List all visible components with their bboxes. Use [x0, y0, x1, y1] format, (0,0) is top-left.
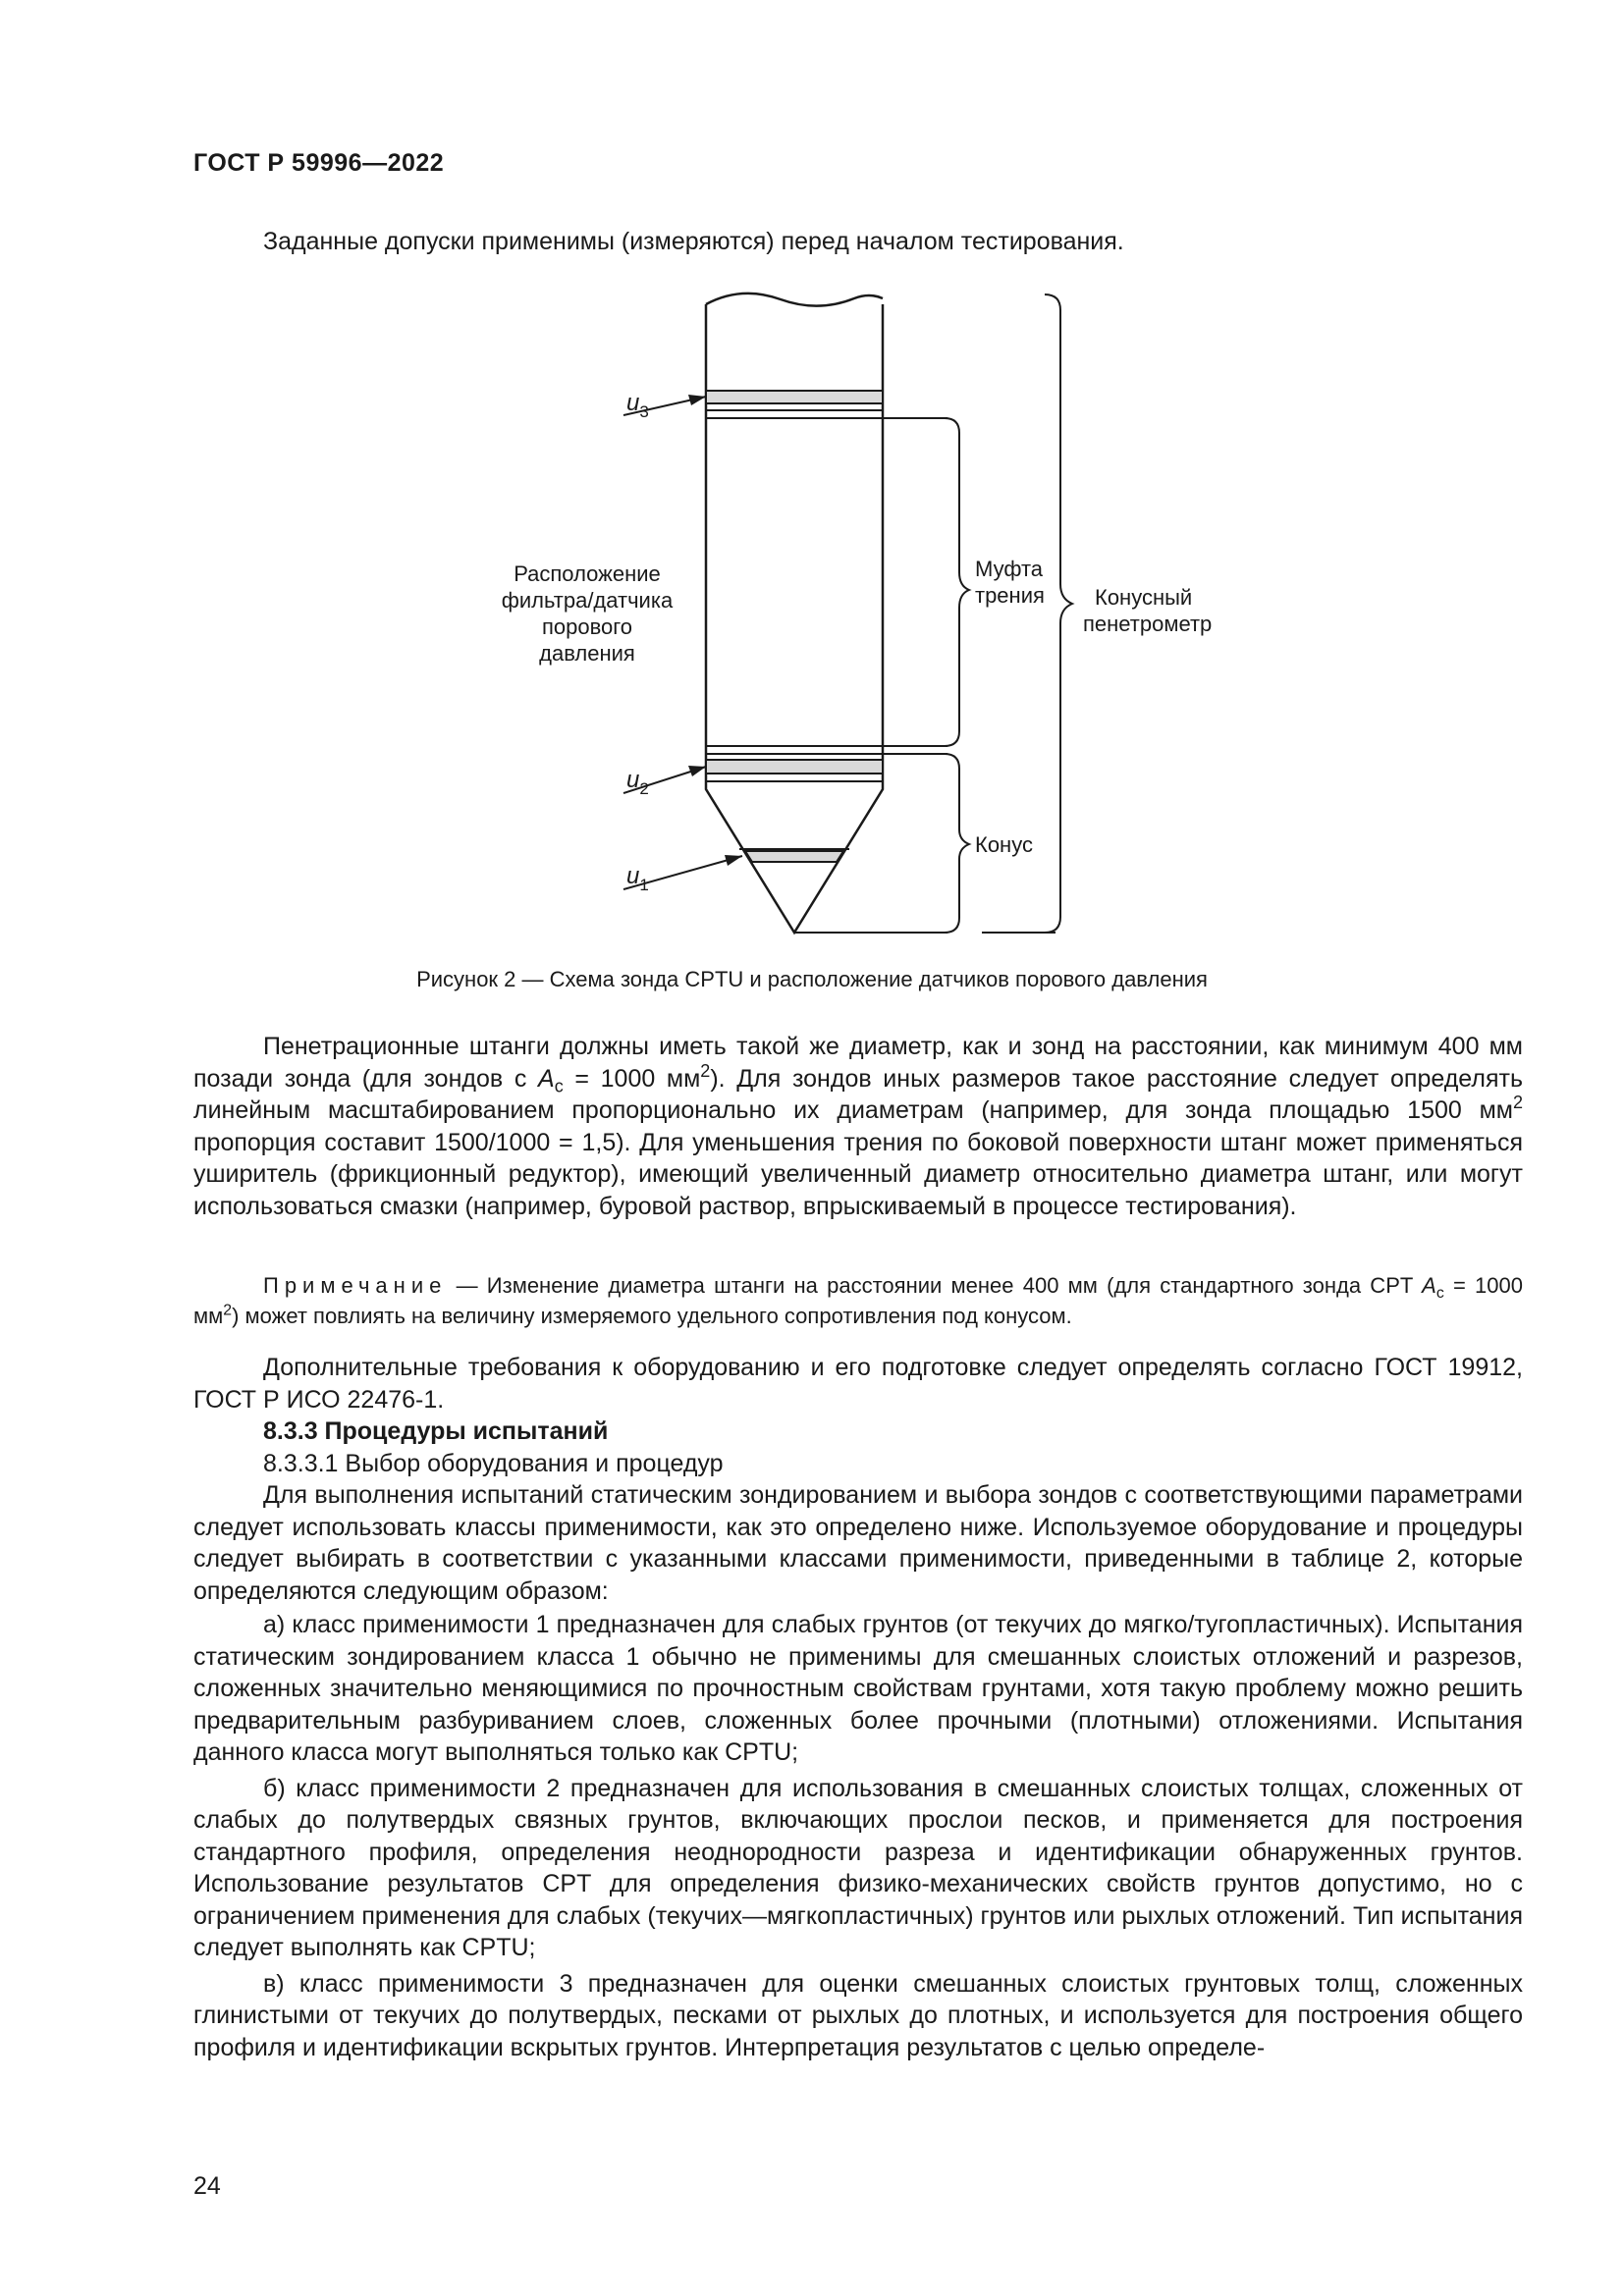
penetrometer-label-line2: пенетрометр [1083, 612, 1213, 636]
paragraph-additional-requirements: Дополнительные требования к оборудованию и его подготовке следует определять согласно ГОСТ 19912, ГОСТ Р ИСО 22476-1. [193, 1354, 1523, 1414]
arrowhead-u2 [688, 766, 706, 776]
intro-text: Заданные допуски применимы (измеряются) перед началом тестирования. [263, 228, 1124, 255]
friction-sleeve-brace [945, 418, 969, 746]
list-item-b: б) класс применимости 2 предназначен для использования в смешанных слоистых толщах, сложенных от слабых до полутвердых связных грунтов, включающих прослои песков, и применяется для построения стандартного профиля, определения неоднородности разреза и идентификации обнаруженных грунтов. Использование результатов CPT для определения физико-механических свойств грунтов допустимо, но с ограничением применения для слабых (текучих—мягкопластичных) грунтов или рыхлых отложений. Тип испытания следует выполнять как CPTU; [193, 1774, 1523, 1961]
subsection-title: 8.3.3.1 Выбор оборудования и процедур [263, 1449, 724, 1477]
arrowhead-u1 [725, 855, 742, 866]
sleeve-label-line2: трения [975, 583, 1045, 608]
figure-caption: Рисунок 2 — Схема зонда CPTU и расположение датчиков порового давления [416, 967, 1208, 991]
list-item-a: а) класс применимости 1 предназначен для слабых грунтов (от текучих до мягко/тугопластичных). Испытания статическим зондированием класса 1 обычно не применимы для смешанных слоистых отложений и разрезов, сложенных значительно меняющимися по прочностным свойствам грунтами, хотя такую проблему можно решить предварительным разбуриванием слоев, сложенных более прочными (плотными) отложениями. Испытания данного класса могут выполняться только как CPTU; [193, 1611, 1523, 1766]
section-title: 8.3.3 Процедуры испытаний [263, 1417, 609, 1445]
penetrometer-brace [1045, 294, 1072, 933]
body-continued [193, 1352, 1523, 2063]
filter-band-u3 [706, 391, 883, 403]
filter-band-u1 [745, 851, 843, 862]
filter-label-line4: давления [539, 641, 635, 666]
label-u3: $u_3$ [626, 390, 649, 421]
penetrometer-label-line1: Конусный [1095, 585, 1193, 610]
paragraph-rods: Пенетрационные штанги должны иметь такой же диаметр, как и зонд на расстоянии, как минимум 400 мм позади зонда (для зондов с $A_c = 1000$ $мм^2$). Для зондов иных размеров такое расстояние следует определять линейным масштабированием пропорционально их диаметрам (например, для зонда площадью 1500 $мм^2$ пропорция составит 1500/1000 = 1,5). Для уменьшения трения по боковой поверхности штанг может применяться уширитель (фрикционный редуктор), имеющий увеличенный диаметр относительно диаметра штанг, или могут использоваться смазки (например, буровой раствор, впрыскиваемый в процессе тестирования). [193, 1033, 1523, 1220]
document-header: ГОСТ Р 59996—2022 [193, 149, 445, 177]
cptu-probe-diagram [0, 0, 1624, 982]
label-u1: $u_1$ [626, 863, 649, 894]
sleeve-label-line1: Муфта [975, 557, 1044, 581]
page-number: 24 [193, 2172, 221, 2200]
label-u2: $u_2$ [626, 767, 649, 798]
note-block: Примечание — Изменение диаметра штанги на расстоянии менее 400 мм (для стандартного зонда CPT $A_c = 1000$ $мм^2$) может повлиять на величину измеряемого удельного сопротивления под конусом. [193, 1273, 1523, 1328]
list-item-c: в) класс применимости 3 предназначен для оценки смешанных слоистых грунтовых толщ, сложенных глинистыми от текучих до полутвердых, песками от рыхлых до плотных, и используется для построения общего профиля и идентификации вскрытых грунтов. Интерпретация результатов с целью определе- [193, 1969, 1523, 2061]
filter-band-u2 [706, 760, 883, 774]
probe-break-line [706, 294, 883, 306]
cone-brace [945, 754, 969, 933]
cone-label: Конус [975, 832, 1033, 857]
filter-label-line2: фильтра/датчика [501, 588, 674, 613]
paragraph-classes-intro: Для выполнения испытаний статическим зондированием и выбора зондов с соответствующими параметрами следует использовать классы применимости, как это определено ниже. Используемое оборудование и процедуры следует выбирать в соответствии с указанными классами применимости, приведенными в таблице 2, которые определяются следующим образом: [193, 1481, 1523, 1605]
filter-label-line1: Расположение [514, 561, 661, 586]
filter-label-line3: порового [541, 614, 633, 639]
note-label: Примечание [263, 1273, 448, 1298]
